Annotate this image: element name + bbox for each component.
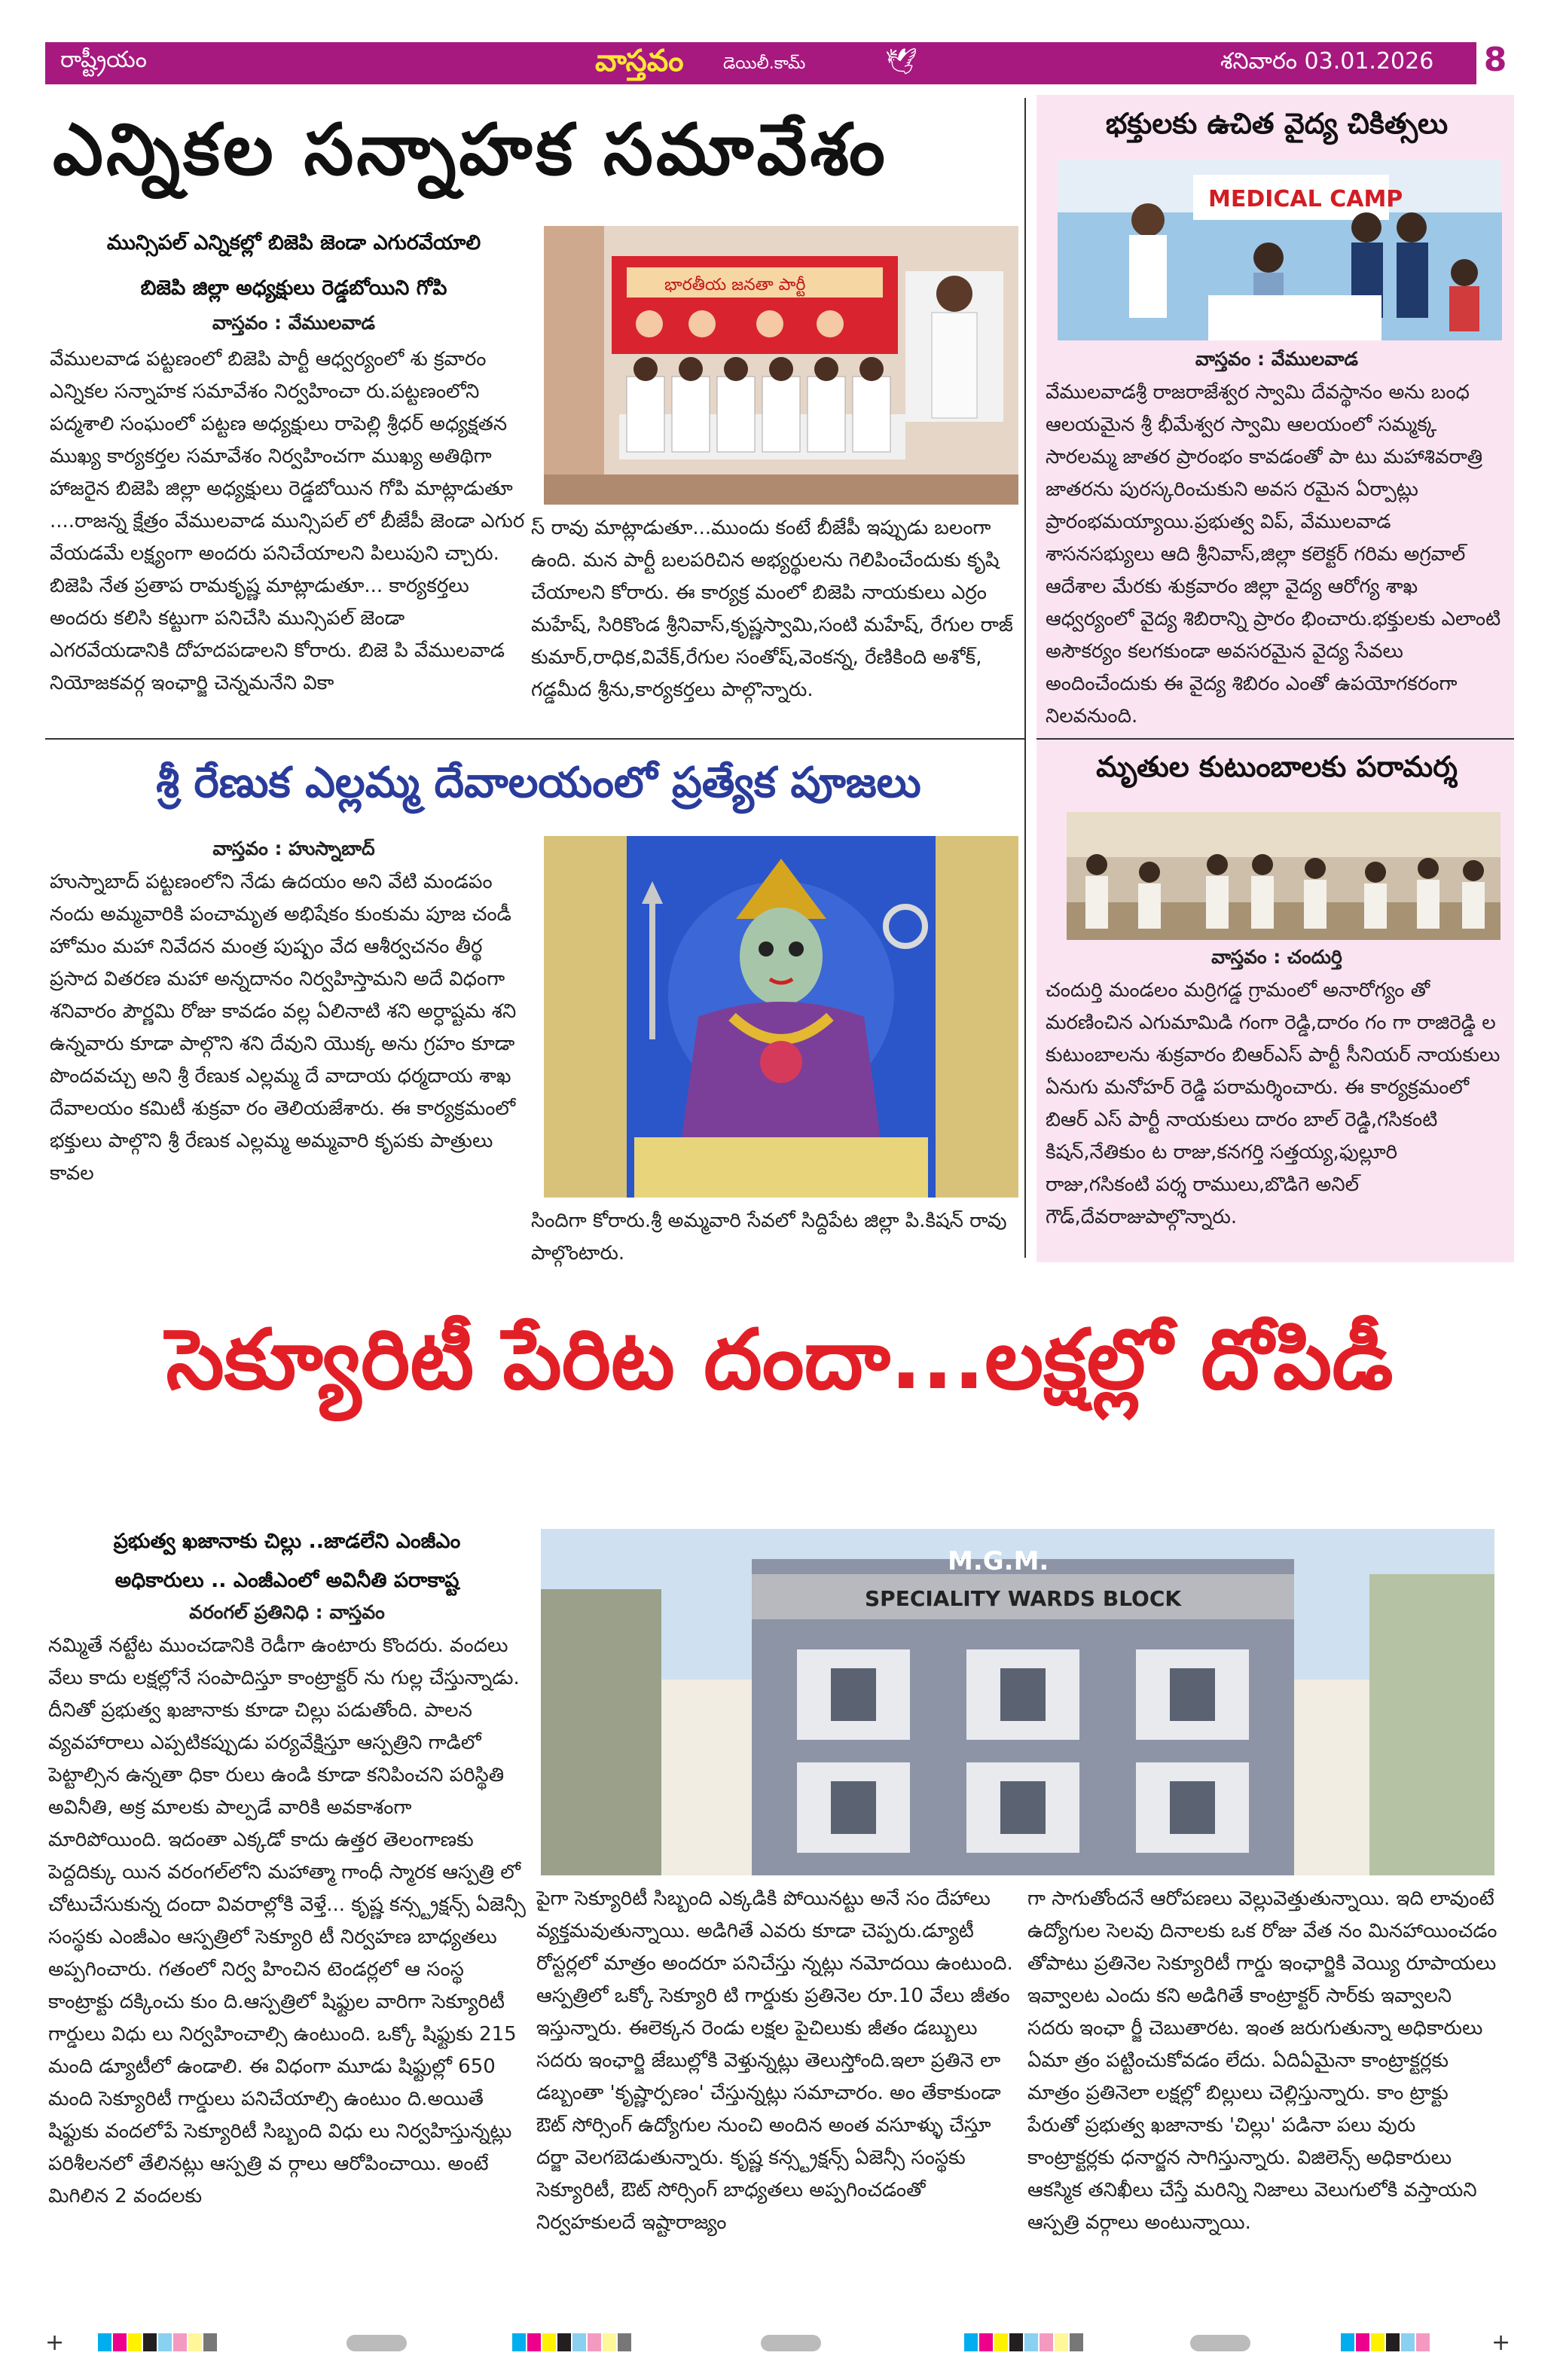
story1-body-col2: స్ రావు మాట్లాడుతూ...ముందు కంటే బీజేపీ ఇప్పుడు బలంగా ఉంది. మన పార్టీ బలపరిచిన అభ్యర్థులను గెలిపించేందుకు కృషి చేయాలని కోరారు. ఈ కార్యక్ర మంలో బిజెపి నాయకులు ఎర్రం మహేష్, సిరికొండ శ్రీనివాస్,కృష్ణస్వామి,సంటి మహేష్, రేగుల రాజ్ కుమార్,రాధిక,వివేక్,రేగుల సంతోష్,వెంకన్న, రేణికింది అశోక్, గడ్డమీద శ్రీను,కార్యకర్తలు పాల్గొన్నారు. — [531, 517, 1013, 701]
story1-body-col1: వేములవాడ పట్టణంలో బిజెపి పార్టీ ఆధ్వర్యంలో శు క్రవారం ఎన్నికల సన్నాహక సమావేశం నిర్వహించా రు.పట్టణంలోని పద్మశాలి సంఘంలో పట్టణ అధ్యక్షులు రాపెల్లి శ్రీధర్ అధ్యక్షతన ముఖ్య కార్యకర్తల సమావేశం నిర్వహించగా ముఖ్య అతిథిగా హాజరైన బిజెపి జిల్లా అధ్యక్షులు రెడ్డబోయిన గోపి మాట్లాడుతూ ....రాజన్న క్షేత్రం వేములవాడ మున్సిపల్ లో బీజేపీ జెండా ఎగుర వేయడమే లక్ష్యంగా అందరు పనిచేయాలని పిలుపుని చ్చారు. బిజెపి నేత ప్రతాప రామకృష్ణ మాట్లాడుతూ... కార్యకర్తలు అందరు కలిసి కట్టుగా పనిచేసి మున్సిపల్ జెండా ఎగరవేయడానికి దోహదపడాలని కోరారు. బిజె పి వేములవాడ నియోజకవర్గ ఇంఛార్జి చెన్నమనేని వికా — [50, 348, 525, 694]
medical-camp-photo-icon — [1058, 160, 1502, 340]
sidebar1-body: వేములవాడశ్రీ రాజరాజేశ్వర స్వామి దేవస్థానం అను బంధ ఆలయమైన శ్రీ భీమేశ్వర స్వామి ఆలయంలో సమ్మక్క సారలమ్మ జాతర ప్రారంభం కావడంతో పా టు మహాశివరాత్రి జాతరను పురస్కరించుకుని అవస రమైన ఏర్పాట్లు ప్రారంభమయ్యాయి.ప్రభుత్వ విప్, వేములవాడ శాసనసభ్యులు ఆది శ్రీనివాస్,జిల్లా కలెక్టర్ గరిమ అగ్రవాల్ ఆదేశాల మేరకు శుక్రవారం జిల్లా వైద్య ఆరోగ్య శాఖ ఆధ్వర్యంలో వైద్య శిబిరాన్ని ప్రారం భించారు.భక్తులకు ఎలాంటి అసౌకర్యం కలగకుండా అవసరమైన వైద్య సేవలు అందించేందుకు ఈ వైద్య శిబిరం ఎంతో ఉపయోగకరంగా నిలవనుంది. — [1046, 381, 1501, 728]
story3-photo — [541, 1529, 1494, 1875]
masthead: వాస్తవం — [595, 44, 684, 78]
goddess-idol-photo-icon — [544, 836, 1018, 1198]
sidebar2-body: చందుర్తి మండలం మర్రిగడ్డ గ్రామంలో అనారోగ్యం తో మరణించిన ఎగుమామిడి గంగా రెడ్డి,దారం గం గా రాజిరెడ్డి ల కుటుంబాలను శుక్రవారం బిఆర్ఎస్ పార్టీ సీనియర్ నాయకులు ఏనుగు మనోహర్ రెడ్డి పరామర్శించారు. ఈ కార్యక్రమంలో బిఆర్ ఎస్ పార్టీ నాయకులు దారం బాల్ రెడ్డి,గసికంటి కిషన్,నేతికుం ట రాజు,కనగర్తి సత్తయ్య,ఫుల్లూరి రాజు,గసికంటి పర్శ రాములు,బొడిగె అనిల్ గౌడ్,దేవరాజుపాల్గొన్నారు. — [1046, 979, 1501, 1228]
story3-kicker: అధికారులు .. ఎంజీఎంలో అవినీతి పరాకాష్ట — [114, 1569, 459, 1592]
story1-dateline: వాస్తవం : వేములవాడ — [212, 312, 376, 334]
issue-date: శనివారం 03.01.2026 — [1220, 48, 1434, 75]
story2-headline: శ్రీ రేణుక ఎల్లమ్మ దేవాలయంలో ప్రత్యేక పూజలు — [156, 758, 921, 807]
story3-body-col2: పైగా సెక్యూరిటీ సిబ్బంది ఎక్కడికి పోయినట్టు అనే సం దేహాలు వ్యక్తమవుతున్నాయి. అడిగితే ఎవరు కూడా చెప్పరు.డ్యూటీ రోస్టర్లలో మాత్రం అందరూ పనిచేస్తు న్నట్లు నమోదయి ఉంటుంది. ఆస్పత్రిలో ఒక్కో సెక్యూరి టి గార్డుకు ప్రతినెల రూ.10 వేలు జీతం ఇస్తున్నారు. ఈలెక్కన రెండు లక్షల పైచిలుకు జీతం డబ్బులు సదరు ఇంఛార్జి జేబుల్లోకి వెళ్తున్నట్లు తెలుస్తోంది.ఇలా ప్రతినె లా డబ్బంతా 'కృష్ణార్పణం' చేస్తున్నట్లు సమాచారం. అం తేకాకుండా ఔట్ సోర్సింగ్ ఉద్యోగుల నుంచి అందిన అంత వసూళ్ళు చేస్తూ దర్జా వెలగబెడుతున్నారు. కృష్ణ కన్స్ట్రక్షన్స్ ఏజెన్సీ సంస్థకు సెక్యూరిటీ, ఔట్ సోర్సింగ్ బాధ్యతలు అప్పగించడంతో నిర్వహకులదే ఇష్టారాజ్యం — [536, 1887, 1013, 2234]
website-label: డెయిలీ.కామ్ — [723, 54, 806, 73]
hospital-building-photo-icon — [541, 1529, 1494, 1875]
story2-body-col1: హుస్నాబాద్ పట్టణంలోని నేడు ఉదయం అని వేటి మండపం నందు అమ్మవారికి పంచామృత అభిషేకం కుంకుమ పూజ చండీ హోమం మహా నివేదన మంత్ర పుష్పం వేద ఆశీర్వచనం తీర్థ ప్రసాద వితరణ మహా అన్నదానం నిర్వహిస్తామని అదే విధంగా శనివారం పౌర్ణమి రోజు కావడం వల్ల ఏలినాటి శని అర్ధాష్టమ శని ఉన్నవారు కూడా పాల్గొని శని దేవుని యొక్క అను గ్రహం కూడా పొందవచ్చు అని శ్రీ రేణుక ఎల్లమ్మ దే వాదాయ ధర్మదాయ శాఖ దేవాలయం కమిటీ శుక్రవా రం తెలియజేశారు. ఈ కార్యక్రమంలో భక్తులు పాల్గొని శ్రీ రేణుక ఎల్లమ్మ అమ్మవారి కృపకు పాత్రులు కావల — [50, 871, 517, 1185]
story1-kicker: బిజెపి జిల్లా అధ్యక్షులు రెడ్డబోయిని గోపి — [140, 276, 447, 300]
color-bar-icon — [45, 2327, 1514, 2357]
story2-photo — [544, 836, 1018, 1198]
condolence-visit-photo-icon — [1067, 812, 1501, 940]
story3-headline: సెక్యూరిటీ పేరిట దందా...లక్షల్లో దోపిడీ — [166, 1311, 1394, 1408]
header-bar — [45, 42, 1514, 84]
story3-body-col3: గా సాగుతోందనే ఆరోపణలు వెల్లువెత్తుతున్నాయి. ఇది లావుంటే ఉద్యోగుల సెలవు దినాలకు ఒక రోజు వేత నం మినహాయించడం తోపాటు ప్రతినెల సెక్యూరిటీ గార్డు ఇంఛార్జికి వెయ్యి రూపాయలు ఇవ్వాలట ఎందు కని అడిగితే కాంట్రాక్టర్ సార్‌కు ఇవ్వాలని సదరు ఇంఛా ర్జీ చెబుతారట. ఇంత జరుగుతున్నా అధికారులు ఏమా త్రం పట్టించుకోవడం లేదు. ఏదిఏమైనా కాంట్రాక్టర్లకు మాత్రం ప్రతినెలా లక్షల్లో బిల్లులు చెల్లిస్తున్నారు. కాం ట్రాక్టు పేరుతో ప్రభుత్వ ఖజానాకు 'చిల్లు' పడినా పలు వురు కాంట్రాక్టర్లకు ధనార్జన సాగిస్తున్నారు. విజిలెన్స్ అధికారులు ఆకస్మిక తనిఖీలు చేస్తే మరిన్ని నిజాలు వెలుగులోకి వస్తాయని ఆస్పత్రి వర్గాలు అంటున్నాయి. — [1027, 1887, 1497, 2234]
sidebar1-dateline: వాస్తవం : వేములవాడ — [1195, 348, 1359, 370]
svg-text:+: + — [1491, 2330, 1511, 2356]
story3-body-col1: నమ్మితే నట్టేట ముంచడానికి రెడీగా ఉంటారు కొందరు. వందలు వేలు కాదు లక్షల్లోనే సంపాదిస్తూ కాంట్రాక్టర్ ను గుల్ల చేస్తున్నాడు. దీనితో ప్రభుత్వ ఖజానాకు కూడా చిల్లు పడుతోంది. పాలన వ్యవహారాలు ఎప్పటికప్పుడు పర్యవేక్షిస్తూ ఆస్పత్రిని గాడిలో పెట్టాల్సిన ఉన్నతా ధికా రులు ఉండి కూడా కనిపించని పరిస్థితి అవినీతి, అక్ర మాలకు పాల్పడే వారికి అవకాశంగా మారిపోయింది. ఇదంతా ఎక్కడో కాదు ఉత్తర తెలంగాణకు పెద్దదిక్కు యిన వరంగల్‌లోని మహాత్మా గాంధీ స్మారక ఆస్పత్రి లో చోటుచేసుకున్న దందా వివరాల్లోకి వెళ్తే... కృష్ణ కన్స్ట్రక్షన్స్ ఏజెన్సీ సంస్థకు ఎంజీఎం ఆస్పత్రిలో సెక్యూరి టీ నిర్వహణ బాధ్యతలు అప్పగించారు. గతంలో నిర్వ హించిన టెండర్లలో ఆ సంస్థ కాంట్రాక్టు దక్కించు కుం ది.ఆస్పత్రిలో షిఫ్టుల వారిగా సెక్యూరిటీ గార్డులు విధు లు నిర్వహించాల్సి ఉంటుంది. ఒక్కో షిఫ్టుకు 215 మంది డ్యూటీలో ఉండాలి. ఈ విధంగా మూడు షిఫ్టుల్లో 650 మంది సెక్యూరిటీ గార్డులు పనిచేయాల్సి ఉంటుం ది.అయితే షిఫ్టుకు వందలోపే సెక్యూరిటీ సిబ్బంది విధు లు నిర్వహిస్తున్నట్లు పరిశీలనలో తేలినట్లు ఆస్పత్రి వ ర్గాలు ఆరోపించాయి. అంటే మిగిలిన 2 వందలకు — [48, 1634, 526, 2208]
sidebar2-dateline: వాస్తవం : చందుర్తి — [1211, 946, 1342, 968]
sidebar-divider — [1036, 738, 1514, 740]
page-number: 8 — [1476, 41, 1514, 86]
sidebar2-photo — [1067, 812, 1501, 940]
column-divider — [1024, 98, 1026, 1258]
story3-kicker: ప్రభుత్వ ఖజానాకు చిల్లు ..జాడలేని ఎంజీఎం — [113, 1530, 461, 1553]
story1-photo — [544, 226, 1018, 505]
meeting-photo-icon — [544, 226, 1018, 505]
story1-headline: ఎన్నికల సన్నాహక సమావేశం — [53, 109, 888, 191]
story3-dateline: వరంగల్ ప్రతినిధి : వాస్తవం — [189, 1601, 385, 1623]
svg-text:SPECIALITY WARDS BLOCK: SPECIALITY WARDS BLOCK — [865, 1586, 1182, 1611]
sidebar1-headline: భక్తులకు ఉచిత వైద్య చికిత్సలు — [1105, 107, 1449, 140]
section-divider — [45, 738, 1024, 740]
story1-kicker: మున్సిపల్ ఎన్నికల్లో బిజెపి జెండా ఎగురవేయాలి — [106, 231, 481, 255]
svg-text:MEDICAL CAMP: MEDICAL CAMP — [1208, 186, 1403, 212]
svg-text:భారతీయ జనతా పార్టీ: భారతీయ జనతా పార్టీ — [664, 276, 806, 294]
story2-dateline: వాస్తవం : హుస్నాబాద్ — [212, 838, 375, 859]
bird-logo-icon: 🕊 — [885, 47, 918, 77]
section-label: రాష్ట్రీయం — [60, 47, 147, 73]
story2-body-col2: సిందిగా కోరారు.శ్రీ అమ్మవారి సేవలో సిద్దిపేట జిల్లా పి.కిషన్ రావు పాల్గొంటారు. — [531, 1210, 1007, 1265]
svg-text:+: + — [45, 2330, 65, 2356]
sidebar2-headline: మృతుల కుటుంబాలకు పరామర్శ — [1096, 750, 1458, 783]
sidebar1-photo — [1058, 160, 1502, 340]
print-registration-marks — [45, 2327, 1514, 2357]
svg-text:M.G.M.: M.G.M. — [948, 1546, 1049, 1576]
